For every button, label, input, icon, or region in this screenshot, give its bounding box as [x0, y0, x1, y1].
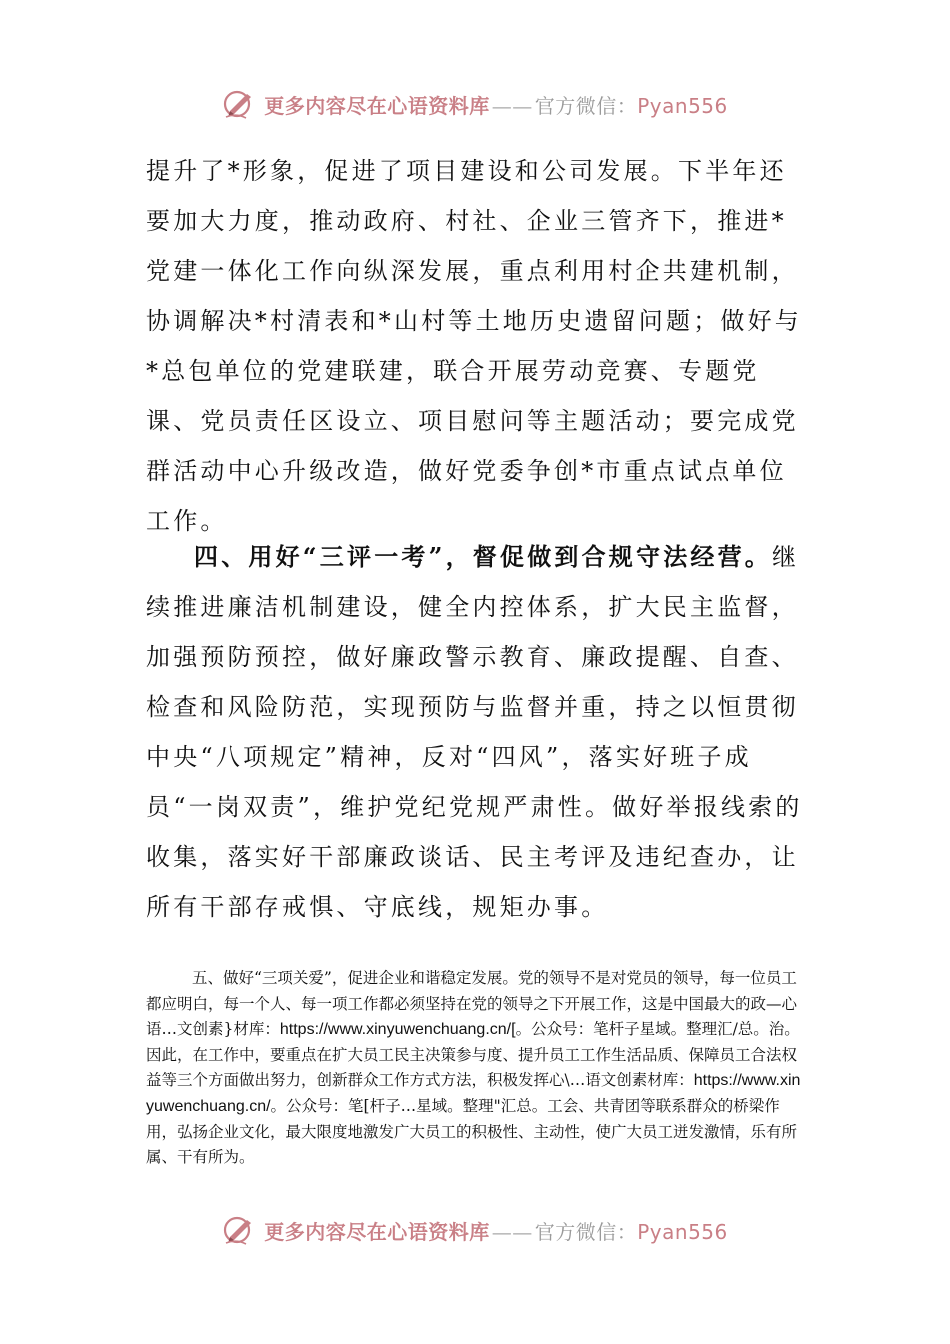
watermark-title: 更多内容尽在心语资料库: [264, 93, 490, 118]
footer-watermark: [0, 1210, 950, 1250]
watermark-dash: ——: [491, 93, 533, 118]
paragraph-1: 提升了*形象，促进了项目建设和公司发展。下半年还要加大力度，推动政府、村社、企业三管齐下，推进*党建一体化工作向纵深发展，重点利用村企共建机制，协调解决*村清表和*山村等土地历史遗留问题；做好与*总包单位的党建联建，联合开展劳动竞赛、专题党课、党员责任区设立、项目慰问等主题活动；要完成党群活动中心升级改造，做好党委争创*市重点试点单位工作。: [146, 157, 802, 535]
watermark-label: 官方微信：: [534, 93, 638, 118]
paragraph-3-part-b: 。公众号：笔杆子星域。整理汇/总。治。因此，在工作中，要重点在扩大员工民主决策参与度、提升员工工作生活品质、保障员工合法权益等三个方面做出努力，创新群众工作方式方法，积极发挥心\…语文创素材库：: [146, 1020, 800, 1090]
paragraph-2-heading: 四、用好“三评一考”，督促做到合规守法经营。: [194, 542, 773, 571]
pen-logo-icon: [222, 1213, 256, 1247]
watermark-text: [264, 1216, 728, 1245]
header-watermark: [0, 84, 950, 124]
paragraph-3: [146, 966, 808, 1171]
paragraph-3-url-2: https://www.xinyuwenchuang.cn/: [146, 1072, 801, 1115]
watermark-label: 官方微信：: [534, 1219, 638, 1244]
paragraph-3-part-a: 五、做好“三项关爱”，促进企业和谐稳定发展。党的领导不是对党员的领导，每一位员工都应明白，每一个人、每一项工作都必须坚持在党的领导之下开展工作，这是中国最大的政—心语…文创素}材库：: [146, 969, 798, 1039]
watermark-dash: ——: [491, 1219, 533, 1244]
paragraph-3-url-1: https://www.xinyuwenchuang.cn/[: [279, 1021, 516, 1039]
watermark-id: Pyan556: [637, 93, 728, 118]
paragraph-3-part-c: 。公众号：笔[杆子…星域。整理"汇总。工会、共青团等联系群众的桥梁作用，弘扬企业文化，最大限度地激发广大员工的积极性、主动性，使广大员工迸发激情，乐有所属、干有所为。: [146, 1096, 798, 1167]
watermark-text: [264, 90, 728, 119]
watermark-id: Pyan556: [637, 1219, 728, 1244]
paragraph-2: [146, 532, 806, 932]
watermark-title: 更多内容尽在心语资料库: [264, 1219, 490, 1244]
paragraph-2-body: 继续推进廉洁机制建设，健全内控体系，扩大民主监督，加强预防预控，做好廉政警示教育、廉政提醒、自查、检查和风险防范，实现预防与监督并重，持之以恒贯彻中央“八项规定”精神，反对“四风”，落实好班子成员“一岗双责”，维护党纪党规严肃性。做好举报线索的收集，落实好干部廉政谈话、民主考评及违纪查办，让所有干部存戒惧、守底线，规矩办事。: [146, 543, 803, 921]
pen-logo-icon: [222, 87, 256, 121]
